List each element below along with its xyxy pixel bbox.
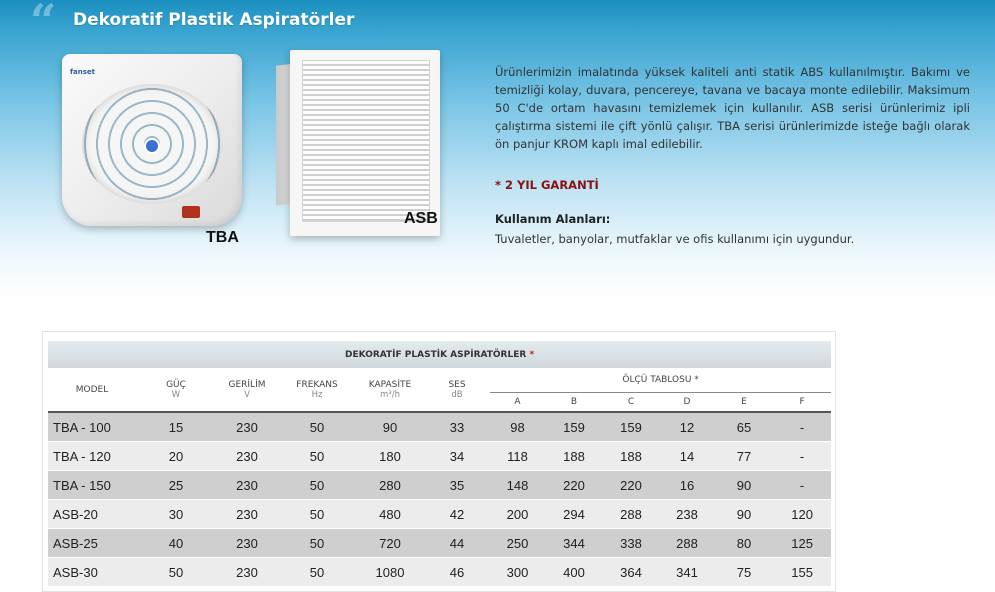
usage-text: Tuvaletler, banyolar, mutfaklar ve ofis kullanımı için uygundur.: [495, 232, 855, 246]
table-cell: 16: [659, 471, 715, 500]
table-cell: 288: [603, 500, 659, 529]
table-cell: 50: [136, 558, 216, 587]
col-kapasite-label: KAPASİTE: [368, 379, 412, 390]
table-cell: 1080: [356, 558, 424, 587]
col-c: C: [603, 393, 659, 413]
table-cell: 155: [773, 558, 831, 587]
table-cell: 120: [773, 500, 831, 529]
table-cell: 50: [278, 442, 356, 471]
table-row: [48, 529, 831, 558]
table-row: [48, 412, 831, 442]
table-cell: 338: [603, 529, 659, 558]
fan-louver: [302, 60, 430, 222]
table-cell: 230: [216, 442, 278, 471]
table-cell: 294: [545, 500, 603, 529]
col-frekans-unit: Hz: [311, 389, 323, 400]
col-gerilim: [216, 368, 278, 412]
col-f: F: [773, 393, 831, 413]
product-description: Ürünlerimizin imalatında yüksek kaliteli anti statik ABS kullanılmıştır. Bakımı ve temizliği kolay, duvara, pencereye, tavana ve bacaya monte edilebilir. Maksimum 50 C'de ortam havasını temizlemek için kullanılır. ASB serisi ürünlerimiz ipli çalıştırma sistemi ile çift yönlü çalışır. TBA serisi ürünlerimizde isteğe bağlı olarak ön panjur KROM kaplı imal edilebilir.: [495, 65, 970, 151]
col-frekans: [278, 368, 356, 412]
brand-logo: fanset: [70, 68, 96, 76]
table-cell: 20: [136, 442, 216, 471]
quote-mark-icon: “: [30, 0, 57, 48]
table-cell: -: [773, 442, 831, 471]
table-cell: 44: [424, 529, 490, 558]
col-kapasite: [356, 368, 424, 412]
table-cell: 280: [356, 471, 424, 500]
table-cell: 230: [216, 558, 278, 587]
table-row: [48, 442, 831, 471]
table-cell: 33: [424, 412, 490, 442]
table-cell: 80: [715, 529, 773, 558]
col-guc: [136, 368, 216, 412]
table-cell: 238: [659, 500, 715, 529]
col-gerilim-unit: V: [244, 389, 250, 400]
table-cell: 288: [659, 529, 715, 558]
table-cell: 90: [715, 500, 773, 529]
col-guc-unit: W: [171, 389, 181, 400]
table-title: [48, 341, 831, 368]
table-cell: 200: [490, 500, 545, 529]
col-model-label: MODEL: [75, 384, 109, 395]
model-cell: TBA - 100: [48, 412, 136, 442]
table-cell: 188: [603, 442, 659, 471]
table-cell: 364: [603, 558, 659, 587]
table-cell: 90: [356, 412, 424, 442]
table-body: [48, 412, 831, 586]
col-e: E: [715, 393, 773, 413]
table-cell: 35: [424, 471, 490, 500]
table-cell: 98: [490, 412, 545, 442]
table-cell: 180: [356, 442, 424, 471]
table-cell: 77: [715, 442, 773, 471]
usage-heading: Kullanım Alanları:: [495, 212, 611, 226]
col-ses-label: SES: [448, 379, 466, 390]
table-cell: 50: [278, 500, 356, 529]
table-cell: 344: [545, 529, 603, 558]
col-kapasite-unit: m³/h: [380, 389, 400, 400]
model-cell: ASB-20: [48, 500, 136, 529]
model-cell: ASB-25: [48, 529, 136, 558]
spec-table-container: [42, 331, 836, 592]
table-cell: 30: [136, 500, 216, 529]
table-cell: 400: [545, 558, 603, 587]
col-d: D: [659, 393, 715, 413]
table-row: [48, 471, 831, 500]
col-guc-label: GÜÇ: [166, 379, 186, 390]
table-cell: 341: [659, 558, 715, 587]
table-title-text: DEKORATİF PLASTİK ASPİRATÖRLER: [345, 349, 527, 360]
table-cell: 250: [490, 529, 545, 558]
col-model: [48, 368, 136, 412]
table-row: [48, 558, 831, 587]
warranty-star: *: [495, 178, 506, 192]
table-cell: 480: [356, 500, 424, 529]
table-header-row: [48, 368, 831, 393]
tba-label: TBA: [206, 229, 239, 246]
table-cell: 118: [490, 442, 545, 471]
table-cell: 50: [278, 558, 356, 587]
asb-label: ASB: [404, 210, 438, 227]
table-cell: -: [773, 471, 831, 500]
model-cell: TBA - 120: [48, 442, 136, 471]
table-cell: 50: [278, 529, 356, 558]
table-cell: 230: [216, 529, 278, 558]
table-cell: 90: [715, 471, 773, 500]
table-cell: 230: [216, 471, 278, 500]
asb-fan-image: [290, 50, 440, 236]
table-cell: 12: [659, 412, 715, 442]
table-row: [48, 500, 831, 529]
table-cell: 159: [603, 412, 659, 442]
table-cell: 50: [278, 471, 356, 500]
tba-fan-image: [62, 54, 242, 226]
table-cell: 220: [545, 471, 603, 500]
table-cell: 220: [603, 471, 659, 500]
fan-hub-icon: [144, 138, 160, 154]
table-cell: 46: [424, 558, 490, 587]
col-b: B: [545, 393, 603, 413]
spec-table: [48, 341, 831, 586]
table-cell: 75: [715, 558, 773, 587]
table-cell: 188: [545, 442, 603, 471]
table-cell: 159: [545, 412, 603, 442]
table-title-row: [48, 341, 831, 368]
table-cell: -: [773, 412, 831, 442]
model-cell: TBA - 150: [48, 471, 136, 500]
table-cell: 40: [136, 529, 216, 558]
table-cell: 15: [136, 412, 216, 442]
table-title-star: *: [529, 349, 535, 360]
table-cell: 65: [715, 412, 773, 442]
fan-switch: [182, 206, 200, 218]
page-title: Dekoratif Plastik Aspiratörler: [73, 10, 355, 30]
col-a: A: [490, 393, 545, 413]
warranty-note: [495, 178, 599, 192]
col-gerilim-label: GERİLİM: [228, 379, 266, 390]
table-cell: 25: [136, 471, 216, 500]
table-cell: 230: [216, 500, 278, 529]
col-ses-unit: dB: [451, 389, 463, 400]
table-cell: 148: [490, 471, 545, 500]
table-cell: 34: [424, 442, 490, 471]
table-cell: 125: [773, 529, 831, 558]
table-cell: 14: [659, 442, 715, 471]
table-cell: 720: [356, 529, 424, 558]
warranty-text: 2 YIL GARANTİ: [505, 178, 599, 192]
table-cell: 230: [216, 412, 278, 442]
model-cell: ASB-30: [48, 558, 136, 587]
col-olcu-label: ÖLÇÜ TABLOSU: [622, 375, 692, 385]
col-olcu-star: *: [694, 375, 699, 385]
table-cell: 42: [424, 500, 490, 529]
col-ses: [424, 368, 490, 412]
table-cell: 300: [490, 558, 545, 587]
col-olcu-tablosu: [490, 368, 831, 393]
col-frekans-label: FREKANS: [296, 379, 338, 390]
table-cell: 50: [278, 412, 356, 442]
